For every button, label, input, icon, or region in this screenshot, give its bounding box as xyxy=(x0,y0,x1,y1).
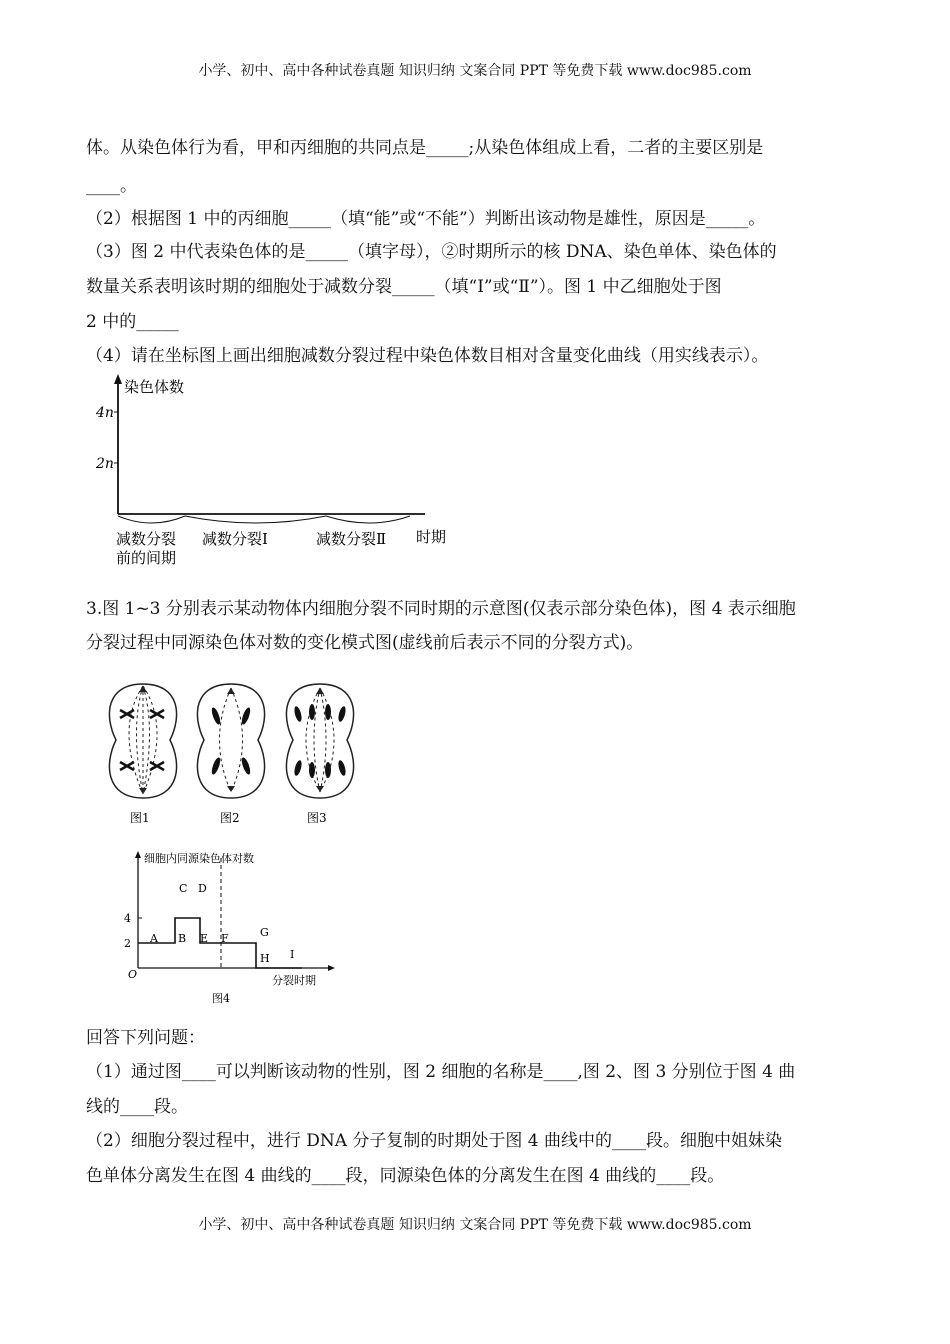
x-seg-meiosis-1: 减数分裂Ⅰ xyxy=(202,530,268,548)
text-line-5: 数量关系表明该时期的细胞处于减数分裂_____（填“Ⅰ”或“Ⅱ”）。图 1 中乙细胞处于图 xyxy=(86,277,722,297)
text-line-11: （1）通过图____可以判断该动物的性别，图 2 细胞的名称是____,图 2、图 3 分别位于图 4 曲 xyxy=(86,1062,796,1082)
x-seg-interphase-b: 前的间期 xyxy=(116,549,177,567)
y-axis-label: 染色体数 xyxy=(124,378,185,396)
fig4-origin: O xyxy=(128,968,138,981)
x-seg-interphase-a: 减数分裂 xyxy=(116,530,177,548)
fig4-segment-label: G xyxy=(260,926,269,939)
fig4-segment-label: E xyxy=(200,932,209,945)
text-line-3: （2）根据图 1 中的丙细胞_____（填“能”或“不能”）判断出该动物是雄性，原因是_____。 xyxy=(86,209,766,229)
fig4-series-line xyxy=(138,918,302,968)
text-line-12: 线的____段。 xyxy=(86,1097,188,1117)
page-header: 小学、初中、高中各种试卷真题 知识归纳 文案合同 PPT 等免费下载 www.doc985.com xyxy=(198,63,752,79)
text-line-4: （3）图 2 中代表染色体的是_____（填字母），②时期所示的核 DNA、染色单体、染色体的 xyxy=(86,242,777,262)
cell-caption-3: 图3 xyxy=(307,811,327,825)
text-line-6: 2 中的_____ xyxy=(86,312,179,332)
cell-division-figures xyxy=(100,678,370,828)
fig4-segment-label: H xyxy=(260,952,270,965)
fig4-ytick-label: 4 xyxy=(124,912,131,925)
chromosome-axes-figure xyxy=(90,372,460,572)
fig4-caption: 图4 xyxy=(212,992,230,1005)
text-line-9: 分裂过程中同源染色体对数的变化模式图(虚线前后表示不同的分裂方式)。 xyxy=(86,633,644,653)
fig4-segment-label: F xyxy=(221,932,229,945)
text-line-13: （2）细胞分裂过程中，进行 DNA 分子复制的时期处于图 4 曲线中的____段。细胞中姐妹染 xyxy=(86,1131,783,1151)
fig4-segment-label: B xyxy=(178,932,187,945)
fig4-ylabel: 细胞内同源染色体对数 xyxy=(144,852,254,865)
fig4-ytick-label: 2 xyxy=(124,937,131,950)
x-axis-label: 时期 xyxy=(416,528,447,546)
text-line-10: 回答下列问题： xyxy=(86,1028,205,1048)
brace-meiosis-2 xyxy=(326,516,410,523)
fig4-xlabel: 分裂时期 xyxy=(272,974,316,987)
text-line-7: （4）请在坐标图上画出细胞减数分裂过程中染色体数目相对含量变化曲线（用实线表示）。 xyxy=(86,346,769,366)
fig4-segment-label: I xyxy=(290,948,295,961)
cell-figure-3 xyxy=(286,684,353,798)
x-seg-meiosis-2: 减数分裂Ⅱ xyxy=(316,530,387,548)
ytick-4n: 4n xyxy=(96,405,114,421)
ytick-2n: 2n xyxy=(96,456,114,472)
text-line-1: 体。从染色体行为看，甲和丙细胞的共同点是_____;从染色体组成上看，二者的主要区别是 xyxy=(86,138,764,158)
text-line-14: 色单体分离发生在图 4 曲线的____段，同源染色体的分离发生在图 4 曲线的____段。 xyxy=(86,1166,725,1186)
fig4-x-arrow xyxy=(328,965,335,971)
text-line-2: ____。 xyxy=(86,176,137,196)
cell-figure-1 xyxy=(109,684,176,798)
brace-interphase xyxy=(118,516,185,523)
fig4-y-arrow xyxy=(135,851,141,858)
cell-figure-2 xyxy=(197,684,264,798)
cell-caption-1: 图1 xyxy=(130,811,150,825)
cell-caption-2: 图2 xyxy=(220,811,240,825)
text-line-8: 3.图 1~3 分别表示某动物体内细胞分裂不同时期的示意图(仅表示部分染色体)，图 4 表示细胞 xyxy=(86,599,796,619)
brace-meiosis-1 xyxy=(185,516,326,523)
homologous-pairs-chart xyxy=(120,848,360,1008)
fig4-segment-label: D xyxy=(198,882,207,895)
page-footer: 小学、初中、高中各种试卷真题 知识归纳 文案合同 PPT 等免费下载 www.doc985.com xyxy=(198,1217,752,1233)
y-axis-arrow xyxy=(114,374,122,384)
fig4-segment-label: A xyxy=(150,932,158,945)
fig4-segment-label: C xyxy=(179,882,188,895)
